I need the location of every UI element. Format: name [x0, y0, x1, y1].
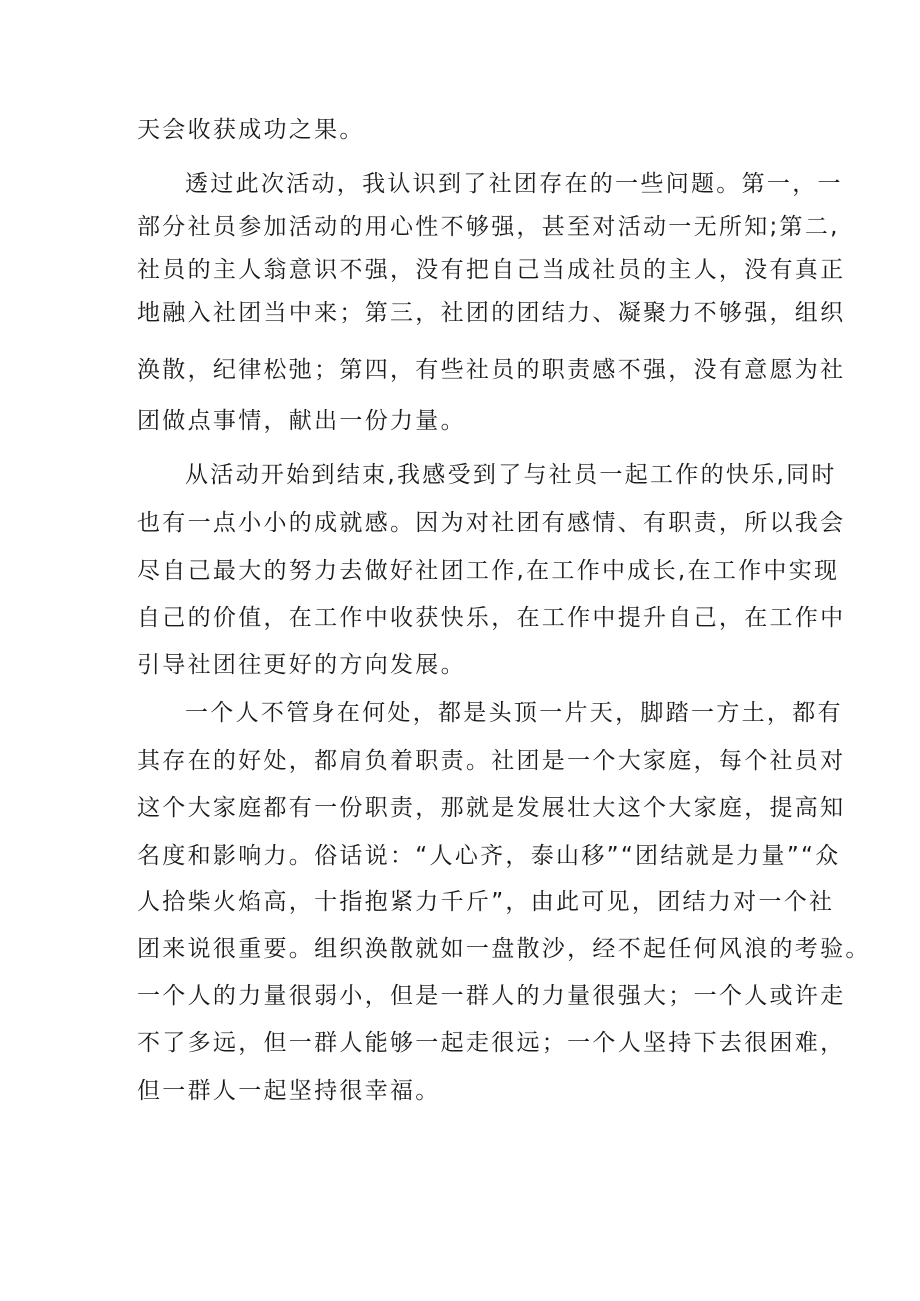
text-line: 团做点事情，献出一份力量。 — [137, 408, 466, 434]
text-line: 自己的价值，在工作中收获快乐，在工作中提升自己，在工作中 — [137, 605, 846, 631]
text-line: 这个大家庭都有一份职责，那就是发展壮大这个大家庭，提高知 — [137, 795, 846, 821]
text-line: 地融入社团当中来；第三，社团的团结力、凝聚力不够强，组织 — [137, 300, 846, 326]
text-line: 从活动开始到结束,我感受到了与社员一起工作的快乐,同时 — [185, 462, 837, 488]
text-line: 但一群人一起坚持很幸福。 — [137, 1078, 441, 1104]
text-line: 团来说很重要。组织涣散就如一盘散沙，经不起任何风浪的考验。 — [137, 936, 871, 962]
text-line: 部分社员参加活动的用心性不够强，甚至对活动一无所知;第二, — [137, 214, 840, 240]
text-line: 天会收获成功之果。 — [137, 117, 365, 143]
text-line: 人拾柴火焰高，十指抱紧力千斤”，由此可见，团结力对一个社 — [137, 889, 835, 915]
text-line: 名度和影响力。俗话说：“人心齐，泰山移”“团结就是力量”“众 — [137, 843, 841, 869]
text-line: 其存在的好处，都肩负着职责。社团是一个大家庭，每个社员对 — [137, 748, 846, 774]
text-line: 不了多远，但一群人能够一起走很远；一个人坚持下去很困难， — [137, 1030, 846, 1056]
text-line: 引导社团往更好的方向发展。 — [137, 652, 466, 678]
text-line: 一个人不管身在何处，都是头顶一片天，脚踏一方土，都有 — [185, 700, 843, 726]
text-line: 也有一点小小的成就感。因为对社团有感情、有职责，所以我会 — [137, 510, 846, 536]
text-line: 涣散，纪律松弛；第四，有些社员的职责感不强，没有意愿为社 — [137, 357, 846, 383]
text-line: 透过此次活动，我认识到了社团存在的一些问题。第一，一 — [185, 171, 843, 197]
text-line: 社员的主人翁意识不强，没有把自己当成社员的主人，没有真正 — [137, 257, 846, 283]
text-line: 一个人的力量很弱小，但是一群人的力量很强大；一个人或许走 — [137, 983, 846, 1009]
text-line: 尽自己最大的努力去做好社团工作,在工作中成长,在工作中实现 — [137, 558, 840, 584]
